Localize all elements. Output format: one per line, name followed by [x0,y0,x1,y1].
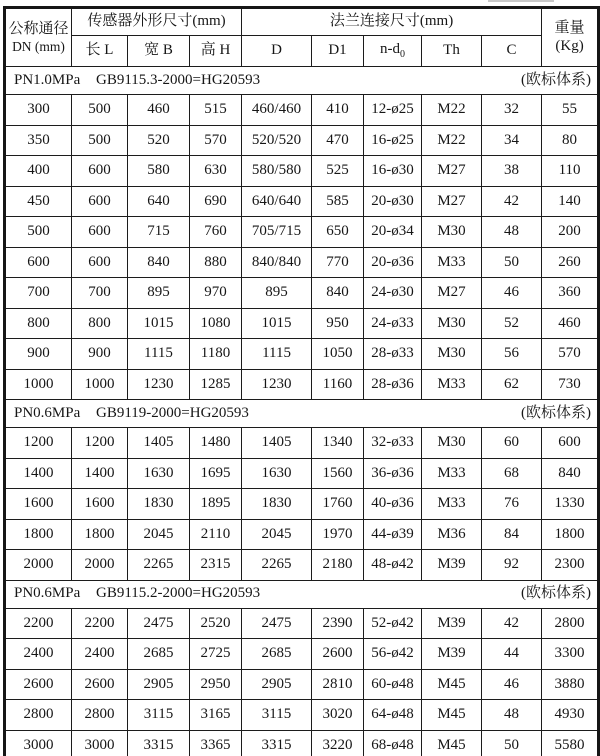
table-cell: 1800 [5,519,72,550]
table-cell: 700 [72,278,128,309]
column-header-d1: D1 [312,36,364,67]
table-row [5,125,599,156]
table-cell: 1630 [242,458,312,489]
table-row [5,278,599,309]
table-cell: 2000 [5,550,72,581]
table-cell: 48 [482,217,542,248]
table-cell: 515 [190,95,242,126]
table-cell: 50 [482,730,542,756]
table-cell: 55 [542,95,599,126]
table-cell: 705/715 [242,217,312,248]
table-cell: 52 [482,308,542,339]
table-cell: 895 [242,278,312,309]
table-cell: 770 [312,247,364,278]
table-cell: 1200 [5,428,72,459]
table-cell: 1695 [190,458,242,489]
n-d0-base: n-d [380,41,401,58]
table-cell: 56 [482,339,542,370]
table-cell: 46 [482,669,542,700]
table-cell: 1970 [312,519,364,550]
table-cell: 1330 [542,489,599,520]
section-standard: GB9119-2000=HG20593 [96,404,249,421]
table-cell: M39 [422,608,482,639]
table-cell: 24-ø30 [364,278,422,309]
table-row [5,608,599,639]
column-header-width: 宽 B [128,36,190,67]
table-cell: 92 [482,550,542,581]
section-pressure-rating: PN0.6MPa [14,404,81,421]
table-cell: 64-ø48 [364,700,422,731]
column-header-height: 高 H [190,36,242,67]
table-cell: 20-ø34 [364,217,422,248]
section-header-row [5,580,599,608]
table-cell: 900 [72,339,128,370]
dn-header-line1: 公称通径 [8,20,69,37]
table-cell: M27 [422,186,482,217]
table-cell: 525 [312,156,364,187]
table-cell: 2000 [72,550,128,581]
table-cell: 1400 [5,458,72,489]
table-cell: 2725 [190,639,242,670]
table-cell: M22 [422,125,482,156]
table-cell: 800 [72,308,128,339]
table-cell: 300 [5,95,72,126]
table-cell: 60 [482,428,542,459]
dn-header-line2: DN (mm) [12,38,65,54]
table-cell: 715 [128,217,190,248]
table-cell: 52-ø42 [364,608,422,639]
table-cell: 970 [190,278,242,309]
table-cell: 800 [5,308,72,339]
section-header-row [5,67,599,95]
table-cell: 48-ø42 [364,550,422,581]
table-cell: 2600 [5,669,72,700]
table-cell: 140 [542,186,599,217]
table-cell: 1080 [190,308,242,339]
table-cell: 2800 [72,700,128,731]
table-cell: 5580 [542,730,599,756]
table-cell: M33 [422,458,482,489]
table-cell: 2390 [312,608,364,639]
table-cell: 1015 [128,308,190,339]
table-cell: 2265 [242,550,312,581]
table-cell: 48 [482,700,542,731]
table-cell: 34 [482,125,542,156]
table-cell: 44-ø39 [364,519,422,550]
table-cell: 80 [542,125,599,156]
table-row [5,369,599,400]
table-cell: 16-ø30 [364,156,422,187]
table-cell: 600 [72,186,128,217]
table-cell: 2600 [72,669,128,700]
table-cell: M30 [422,339,482,370]
table-cell: 460/460 [242,95,312,126]
table-cell: 1230 [242,369,312,400]
table-cell: 3315 [242,730,312,756]
table-cell: 28-ø33 [364,339,422,370]
table-cell: 350 [5,125,72,156]
table-cell: 650 [312,217,364,248]
table-cell: 500 [5,217,72,248]
table-cell: 56-ø42 [364,639,422,670]
table-cell: 32 [482,95,542,126]
table-cell: 2045 [242,519,312,550]
table-cell: 2905 [128,669,190,700]
n-d0-subscript: 0 [400,49,406,61]
table-cell: 2315 [190,550,242,581]
table-cell: 570 [542,339,599,370]
table-cell: 950 [312,308,364,339]
column-group-flange-dimensions: 法兰连接尺寸(mm) [242,8,542,36]
table-row [5,308,599,339]
column-header-length: 长 L [72,36,128,67]
table-cell: 3000 [72,730,128,756]
column-group-sensor-dimensions: 传感器外形尺寸(mm) [72,8,242,36]
table-cell: 1200 [72,428,128,459]
table-cell: 360 [542,278,599,309]
table-cell: 2685 [128,639,190,670]
section-header-cell [5,67,599,95]
column-header-c: C [482,36,542,67]
table-cell: 1830 [242,489,312,520]
weight-header-line2: (Kg) [555,37,584,54]
table-cell: 690 [190,186,242,217]
table-cell: 1340 [312,428,364,459]
table-cell: M45 [422,730,482,756]
table-cell: 2265 [128,550,190,581]
table-cell: 1285 [190,369,242,400]
table-cell: 470 [312,125,364,156]
table-cell: 1800 [542,519,599,550]
section-system-note: (欧标体系) [521,585,592,602]
table-row [5,730,599,756]
table-cell: 1760 [312,489,364,520]
table-cell: 3220 [312,730,364,756]
table-cell: 1115 [242,339,312,370]
section-pressure-rating: PN0.6MPa [14,585,81,602]
table-cell: 24-ø33 [364,308,422,339]
table-row [5,95,599,126]
table-cell: 1230 [128,369,190,400]
table-cell: 580/580 [242,156,312,187]
table-cell: 42 [482,608,542,639]
table-cell: 2110 [190,519,242,550]
flange-dimension-table [3,6,600,756]
table-row [5,186,599,217]
table-cell: 700 [5,278,72,309]
table-cell: 1630 [128,458,190,489]
table-cell: 460 [128,95,190,126]
table-cell: 1405 [128,428,190,459]
table-cell: 600 [542,428,599,459]
table-cell: 600 [5,247,72,278]
table-cell: 640/640 [242,186,312,217]
table-cell: 1830 [128,489,190,520]
table-cell: 3365 [190,730,242,756]
table-cell: 895 [128,278,190,309]
table-row [5,458,599,489]
table-row [5,339,599,370]
table-cell: 600 [72,247,128,278]
table-cell: 1480 [190,428,242,459]
table-cell: 2180 [312,550,364,581]
table-cell: 1160 [312,369,364,400]
column-header-n-d0 [364,36,422,67]
column-header-d: D [242,36,312,67]
table-cell: 3165 [190,700,242,731]
section-standard: GB9115.3-2000=HG20593 [96,71,261,88]
section-header-row [5,400,599,428]
table-cell: 840 [542,458,599,489]
table-cell: 46 [482,278,542,309]
table-cell: 28-ø36 [364,369,422,400]
table-cell: 2685 [242,639,312,670]
section-pressure-rating: PN1.0MPa [14,71,81,88]
table-cell: 76 [482,489,542,520]
table-cell: 3315 [128,730,190,756]
table-cell: 36-ø36 [364,458,422,489]
table-row [5,550,599,581]
table-row [5,156,599,187]
table-cell: M39 [422,639,482,670]
table-cell: 760 [190,217,242,248]
table-cell: 1400 [72,458,128,489]
table-row [5,639,599,670]
table-cell: 2810 [312,669,364,700]
section-standard: GB9115.2-2000=HG20593 [96,585,261,602]
table-cell: 62 [482,369,542,400]
section-header-cell [5,580,599,608]
table-cell: 880 [190,247,242,278]
table-cell: 1000 [5,369,72,400]
table-cell: M45 [422,700,482,731]
table-cell: 12-ø25 [364,95,422,126]
table-cell: 1180 [190,339,242,370]
table-cell: M27 [422,278,482,309]
table-cell: 260 [542,247,599,278]
table-row [5,489,599,520]
table-cell: 40-ø36 [364,489,422,520]
table-cell: 42 [482,186,542,217]
table-cell: 1600 [72,489,128,520]
weight-header-line1: 重量 [554,20,585,37]
table-cell: 2400 [5,639,72,670]
table-cell: 20-ø36 [364,247,422,278]
table-cell: 840 [312,278,364,309]
table-cell: 3020 [312,700,364,731]
table-cell: 730 [542,369,599,400]
table-cell: 520/520 [242,125,312,156]
table-cell: 110 [542,156,599,187]
table-cell: 1015 [242,308,312,339]
table-cell: M33 [422,489,482,520]
table-cell: 2800 [542,608,599,639]
section-system-note: (欧标体系) [521,71,592,88]
table-cell: 3300 [542,639,599,670]
table-cell: 2400 [72,639,128,670]
table-cell: 500 [72,95,128,126]
table-cell: 200 [542,217,599,248]
table-cell: 2950 [190,669,242,700]
table-cell: 2475 [128,608,190,639]
table-cell: 3880 [542,669,599,700]
table-cell: 570 [190,125,242,156]
table-cell: 1800 [72,519,128,550]
table-cell: M27 [422,156,482,187]
column-header-weight [542,8,599,67]
table-cell: 60-ø48 [364,669,422,700]
table-cell: 38 [482,156,542,187]
table-cell: 16-ø25 [364,125,422,156]
table-cell: 2300 [542,550,599,581]
column-header-dn [5,8,72,67]
table-cell: 3115 [128,700,190,731]
table-cell: 900 [5,339,72,370]
table-cell: 2200 [5,608,72,639]
table-cell: 1000 [72,369,128,400]
table-cell: 580 [128,156,190,187]
table-cell: 84 [482,519,542,550]
column-header-th: Th [422,36,482,67]
table-cell: M45 [422,669,482,700]
table-cell: 1895 [190,489,242,520]
table-cell: 585 [312,186,364,217]
table-row [5,700,599,731]
table-row [5,217,599,248]
table-cell: 520 [128,125,190,156]
table-cell: M36 [422,519,482,550]
table-cell: M30 [422,308,482,339]
table-cell: 450 [5,186,72,217]
table-cell: 44 [482,639,542,670]
table-cell: 400 [5,156,72,187]
table-cell: 68-ø48 [364,730,422,756]
section-header-cell [5,400,599,428]
table-cell: 640 [128,186,190,217]
table-cell: M30 [422,428,482,459]
table-cell: 32-ø33 [364,428,422,459]
table-cell: 4930 [542,700,599,731]
table-cell: 600 [72,217,128,248]
table-cell: 1560 [312,458,364,489]
table-cell: 840/840 [242,247,312,278]
table-row [5,428,599,459]
table-cell: 1405 [242,428,312,459]
table-cell: 840 [128,247,190,278]
table-cell: 2045 [128,519,190,550]
table-cell: 68 [482,458,542,489]
table-cell: 50 [482,247,542,278]
table-cell: 2905 [242,669,312,700]
table-cell: M30 [422,217,482,248]
section-system-note: (欧标体系) [521,404,592,421]
table-cell: 20-ø30 [364,186,422,217]
table-cell: 2520 [190,608,242,639]
table-cell: 600 [72,156,128,187]
table-cell: M39 [422,550,482,581]
table-cell: M22 [422,95,482,126]
table-cell: 2200 [72,608,128,639]
table-cell: 3000 [5,730,72,756]
table-cell: 1115 [128,339,190,370]
table-cell: 3115 [242,700,312,731]
table-cell: 1600 [5,489,72,520]
table-row [5,669,599,700]
table-cell: 500 [72,125,128,156]
table-cell: 2475 [242,608,312,639]
table-cell: 1050 [312,339,364,370]
table-cell: 410 [312,95,364,126]
table-cell: M33 [422,369,482,400]
table-cell: 2600 [312,639,364,670]
table-cell: 460 [542,308,599,339]
table-cell: M33 [422,247,482,278]
scan-artifact [488,0,554,2]
table-cell: 630 [190,156,242,187]
table-row [5,247,599,278]
table-row [5,519,599,550]
table-cell: 2800 [5,700,72,731]
